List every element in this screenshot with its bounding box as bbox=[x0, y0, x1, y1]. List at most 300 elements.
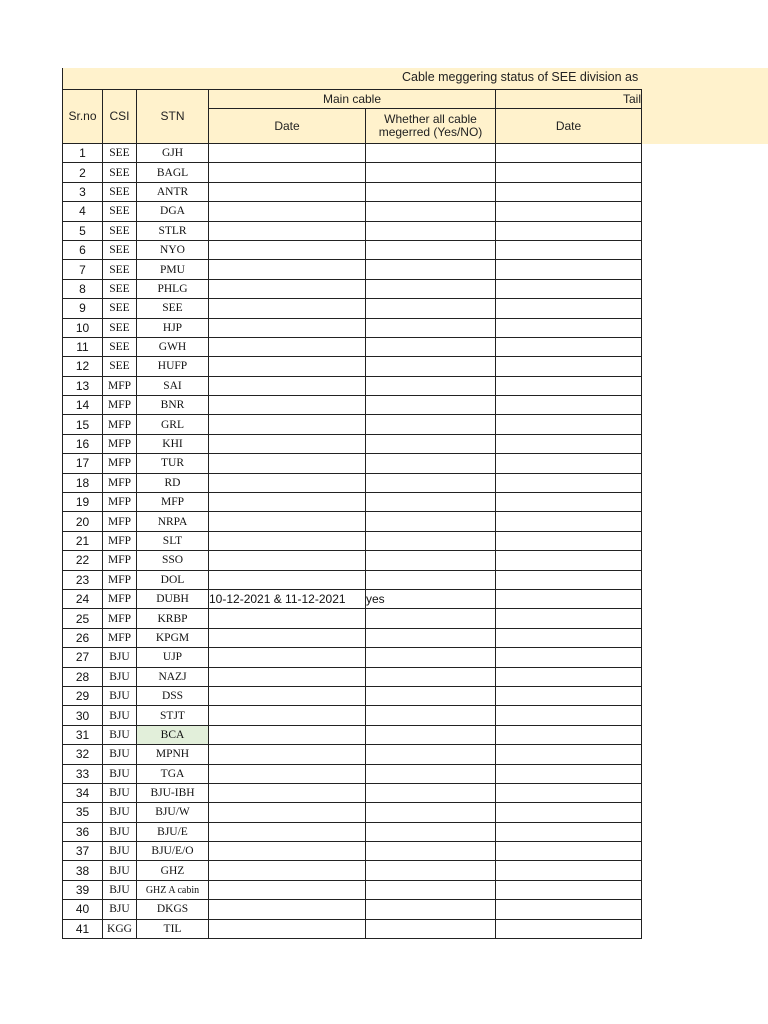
table-row bbox=[63, 764, 642, 783]
cell-main-date[interactable] bbox=[209, 822, 366, 841]
cell-megerred[interactable] bbox=[366, 144, 496, 163]
cell-csi[interactable]: BJU bbox=[103, 745, 137, 764]
table-row bbox=[63, 493, 642, 512]
cell-sr-no[interactable]: 11 bbox=[63, 337, 103, 356]
cell-tail-date[interactable] bbox=[496, 589, 642, 608]
cell-tail-date[interactable] bbox=[496, 202, 642, 221]
cell-megerred[interactable] bbox=[366, 512, 496, 531]
cell-csi[interactable]: SEE bbox=[103, 337, 137, 356]
cell-megerred[interactable] bbox=[366, 900, 496, 919]
cell-main-date[interactable] bbox=[209, 803, 366, 822]
table-body bbox=[63, 144, 642, 939]
cell-sr-no[interactable]: 1 bbox=[63, 144, 103, 163]
table-row bbox=[63, 202, 642, 221]
cell-tail-date[interactable] bbox=[496, 473, 642, 492]
cell-megerred[interactable] bbox=[366, 686, 496, 705]
cell-csi[interactable]: MFP bbox=[103, 512, 137, 531]
cell-tail-date[interactable] bbox=[496, 415, 642, 434]
cell-sr-no[interactable]: 12 bbox=[63, 357, 103, 376]
header-csi[interactable]: CSI bbox=[103, 90, 137, 144]
cell-sr-no[interactable]: 10 bbox=[63, 318, 103, 337]
cell-tail-date[interactable] bbox=[496, 609, 642, 628]
cell-stn[interactable]: HUFP bbox=[137, 357, 209, 376]
cell-sr-no[interactable]: 29 bbox=[63, 686, 103, 705]
cell-main-date[interactable] bbox=[209, 357, 366, 376]
cell-tail-date[interactable] bbox=[496, 880, 642, 899]
cell-main-date[interactable] bbox=[209, 512, 366, 531]
cell-sr-no[interactable]: 26 bbox=[63, 628, 103, 647]
cell-megerred[interactable] bbox=[366, 357, 496, 376]
cell-stn[interactable]: SLT bbox=[137, 531, 209, 550]
cell-sr-no[interactable]: 20 bbox=[63, 512, 103, 531]
cell-stn[interactable]: SAI bbox=[137, 376, 209, 395]
cell-megerred[interactable] bbox=[366, 551, 496, 570]
cell-csi[interactable]: SEE bbox=[103, 260, 137, 279]
cell-megerred[interactable] bbox=[366, 260, 496, 279]
cell-csi[interactable]: BJU bbox=[103, 706, 137, 725]
cell-sr-no[interactable]: 36 bbox=[63, 822, 103, 841]
cell-megerred[interactable] bbox=[366, 473, 496, 492]
cell-main-date[interactable] bbox=[209, 880, 366, 899]
cell-sr-no[interactable]: 31 bbox=[63, 725, 103, 744]
table-row bbox=[63, 357, 642, 376]
table-row bbox=[63, 240, 642, 259]
cell-main-date[interactable] bbox=[209, 628, 366, 647]
table-row bbox=[63, 686, 642, 705]
cell-stn[interactable]: DGA bbox=[137, 202, 209, 221]
cell-megerred[interactable] bbox=[366, 803, 496, 822]
table-row bbox=[63, 783, 642, 802]
cell-sr-no[interactable]: 17 bbox=[63, 454, 103, 473]
cell-megerred[interactable] bbox=[366, 764, 496, 783]
cell-sr-no[interactable]: 18 bbox=[63, 473, 103, 492]
cell-stn[interactable]: KHI bbox=[137, 434, 209, 453]
cell-tail-date[interactable] bbox=[496, 260, 642, 279]
cell-stn[interactable]: UJP bbox=[137, 648, 209, 667]
cell-csi[interactable]: BJU bbox=[103, 822, 137, 841]
header-megerred[interactable]: Whether all cable megerred (Yes/NO) bbox=[366, 109, 496, 144]
cell-megerred[interactable] bbox=[366, 842, 496, 861]
cell-tail-date[interactable] bbox=[496, 628, 642, 647]
cell-sr-no[interactable]: 3 bbox=[63, 182, 103, 201]
cell-csi[interactable]: SEE bbox=[103, 299, 137, 318]
cell-stn[interactable]: DUBH bbox=[137, 589, 209, 608]
cell-csi[interactable]: SEE bbox=[103, 144, 137, 163]
cell-main-date[interactable] bbox=[209, 725, 366, 744]
table-row bbox=[63, 512, 642, 531]
cell-tail-date[interactable] bbox=[496, 783, 642, 802]
cell-sr-no[interactable]: 13 bbox=[63, 376, 103, 395]
cell-csi[interactable]: BJU bbox=[103, 648, 137, 667]
table-row bbox=[63, 628, 642, 647]
table-row bbox=[63, 706, 642, 725]
cell-tail-date[interactable] bbox=[496, 842, 642, 861]
cell-main-date[interactable] bbox=[209, 783, 366, 802]
cell-csi[interactable]: SEE bbox=[103, 182, 137, 201]
cell-stn[interactable]: BNR bbox=[137, 396, 209, 415]
table-row bbox=[63, 318, 642, 337]
cell-main-date[interactable] bbox=[209, 745, 366, 764]
cell-megerred[interactable] bbox=[366, 376, 496, 395]
cell-csi[interactable]: MFP bbox=[103, 589, 137, 608]
cell-sr-no[interactable]: 9 bbox=[63, 299, 103, 318]
cell-stn[interactable]: TIL bbox=[137, 919, 209, 938]
cell-main-date[interactable] bbox=[209, 473, 366, 492]
cell-sr-no[interactable]: 8 bbox=[63, 279, 103, 298]
cell-megerred[interactable] bbox=[366, 299, 496, 318]
table-row bbox=[63, 803, 642, 822]
cell-megerred[interactable] bbox=[366, 318, 496, 337]
cell-tail-date[interactable] bbox=[496, 706, 642, 725]
cell-megerred[interactable] bbox=[366, 221, 496, 240]
cell-main-date[interactable] bbox=[209, 279, 366, 298]
cell-sr-no[interactable]: 14 bbox=[63, 396, 103, 415]
table-row bbox=[63, 667, 642, 686]
cell-megerred[interactable] bbox=[366, 493, 496, 512]
cell-stn[interactable]: MFP bbox=[137, 493, 209, 512]
cell-megerred[interactable] bbox=[366, 434, 496, 453]
cell-csi[interactable]: BJU bbox=[103, 725, 137, 744]
cell-csi[interactable]: BJU bbox=[103, 880, 137, 899]
cell-tail-date[interactable] bbox=[496, 493, 642, 512]
cell-tail-date[interactable] bbox=[496, 318, 642, 337]
cell-megerred[interactable] bbox=[366, 706, 496, 725]
cell-stn[interactable]: DOL bbox=[137, 570, 209, 589]
cell-sr-no[interactable]: 15 bbox=[63, 415, 103, 434]
cell-main-date[interactable] bbox=[209, 260, 366, 279]
cell-csi[interactable]: BJU bbox=[103, 783, 137, 802]
cell-main-date[interactable] bbox=[209, 648, 366, 667]
cell-megerred[interactable] bbox=[366, 919, 496, 938]
cell-sr-no[interactable]: 22 bbox=[63, 551, 103, 570]
cell-main-date[interactable] bbox=[209, 531, 366, 550]
cell-megerred[interactable] bbox=[366, 182, 496, 201]
cell-main-date[interactable] bbox=[209, 182, 366, 201]
cell-megerred[interactable] bbox=[366, 609, 496, 628]
cell-csi[interactable]: SEE bbox=[103, 221, 137, 240]
header-stn[interactable]: STN bbox=[137, 90, 209, 144]
table-row bbox=[63, 454, 642, 473]
cell-sr-no[interactable]: 38 bbox=[63, 861, 103, 880]
cell-sr-no[interactable]: 27 bbox=[63, 648, 103, 667]
cell-tail-date[interactable] bbox=[496, 337, 642, 356]
cell-sr-no[interactable]: 41 bbox=[63, 919, 103, 938]
cell-megerred[interactable] bbox=[366, 337, 496, 356]
cell-main-date[interactable] bbox=[209, 900, 366, 919]
cell-main-date[interactable] bbox=[209, 686, 366, 705]
cell-stn[interactable]: STLR bbox=[137, 221, 209, 240]
cell-stn[interactable]: BJU/W bbox=[137, 803, 209, 822]
cell-megerred[interactable] bbox=[366, 415, 496, 434]
cell-main-date[interactable] bbox=[209, 396, 366, 415]
cell-megerred[interactable] bbox=[366, 279, 496, 298]
cell-stn[interactable]: TUR bbox=[137, 454, 209, 473]
cell-sr-no[interactable]: 6 bbox=[63, 240, 103, 259]
cell-csi[interactable]: BJU bbox=[103, 803, 137, 822]
cell-megerred[interactable] bbox=[366, 531, 496, 550]
cell-main-date[interactable] bbox=[209, 337, 366, 356]
cell-sr-no[interactable]: 2 bbox=[63, 163, 103, 182]
cell-stn[interactable]: DSS bbox=[137, 686, 209, 705]
table-row bbox=[63, 725, 642, 744]
cell-stn[interactable]: KPGM bbox=[137, 628, 209, 647]
cell-stn[interactable]: ANTR bbox=[137, 182, 209, 201]
cell-stn[interactable]: MPNH bbox=[137, 745, 209, 764]
cell-megerred[interactable] bbox=[366, 570, 496, 589]
cell-sr-no[interactable]: 16 bbox=[63, 434, 103, 453]
table-row bbox=[63, 337, 642, 356]
cell-main-date[interactable] bbox=[209, 842, 366, 861]
cell-megerred[interactable] bbox=[366, 396, 496, 415]
table-row bbox=[63, 415, 642, 434]
cell-megerred[interactable] bbox=[366, 725, 496, 744]
table-row bbox=[63, 880, 642, 899]
cell-stn[interactable]: GRL bbox=[137, 415, 209, 434]
cell-csi[interactable]: MFP bbox=[103, 415, 137, 434]
cell-main-date[interactable] bbox=[209, 919, 366, 938]
cell-main-date[interactable] bbox=[209, 667, 366, 686]
cell-csi[interactable]: MFP bbox=[103, 473, 137, 492]
meggering-table bbox=[62, 89, 642, 939]
table-row bbox=[63, 822, 642, 841]
table-row bbox=[63, 609, 642, 628]
cell-main-date[interactable] bbox=[209, 299, 366, 318]
cell-tail-date[interactable] bbox=[496, 376, 642, 395]
cell-tail-date[interactable] bbox=[496, 531, 642, 550]
cell-main-date[interactable] bbox=[209, 202, 366, 221]
cell-csi[interactable]: SEE bbox=[103, 163, 137, 182]
table-row bbox=[63, 376, 642, 395]
cell-stn[interactable]: SSO bbox=[137, 551, 209, 570]
cell-tail-date[interactable] bbox=[496, 551, 642, 570]
cell-megerred[interactable] bbox=[366, 648, 496, 667]
cell-sr-no[interactable]: 37 bbox=[63, 842, 103, 861]
header-sr-no[interactable]: Sr.no bbox=[63, 90, 103, 144]
header-tail[interactable]: Tail bbox=[496, 90, 642, 109]
table-row bbox=[63, 745, 642, 764]
cell-main-date[interactable] bbox=[209, 609, 366, 628]
sheet-title: Cable meggering status of SEE division as bbox=[402, 70, 639, 84]
cell-megerred[interactable] bbox=[366, 880, 496, 899]
cell-tail-date[interactable] bbox=[496, 648, 642, 667]
cell-stn[interactable]: NAZJ bbox=[137, 667, 209, 686]
cell-stn[interactable]: BJU-IBH bbox=[137, 783, 209, 802]
header-tail-date[interactable]: Date bbox=[496, 109, 642, 144]
cell-csi[interactable]: MFP bbox=[103, 396, 137, 415]
cell-csi[interactable]: SEE bbox=[103, 357, 137, 376]
cell-tail-date[interactable] bbox=[496, 822, 642, 841]
cell-tail-date[interactable] bbox=[496, 686, 642, 705]
cell-tail-date[interactable] bbox=[496, 803, 642, 822]
cell-csi[interactable]: KGG bbox=[103, 919, 137, 938]
header-fill bbox=[640, 89, 768, 144]
cell-tail-date[interactable] bbox=[496, 667, 642, 686]
table-row bbox=[63, 279, 642, 298]
table-row bbox=[63, 861, 642, 880]
cell-megerred[interactable] bbox=[366, 163, 496, 182]
cell-stn[interactable]: STJT bbox=[137, 706, 209, 725]
table-row bbox=[63, 551, 642, 570]
cell-sr-no[interactable]: 7 bbox=[63, 260, 103, 279]
cell-csi[interactable]: MFP bbox=[103, 493, 137, 512]
cell-main-date[interactable] bbox=[209, 415, 366, 434]
table-row bbox=[63, 842, 642, 861]
cell-main-date[interactable] bbox=[209, 318, 366, 337]
cell-stn[interactable]: BAGL bbox=[137, 163, 209, 182]
cell-csi[interactable]: BJU bbox=[103, 764, 137, 783]
cell-sr-no[interactable]: 35 bbox=[63, 803, 103, 822]
cell-megerred[interactable] bbox=[366, 745, 496, 764]
cell-sr-no[interactable]: 24 bbox=[63, 589, 103, 608]
cell-csi[interactable]: MFP bbox=[103, 628, 137, 647]
cell-stn[interactable]: GHZ bbox=[137, 861, 209, 880]
cell-stn[interactable]: PHLG bbox=[137, 279, 209, 298]
table-row bbox=[63, 900, 642, 919]
cell-stn[interactable]: NRPA bbox=[137, 512, 209, 531]
cell-stn[interactable]: NYO bbox=[137, 240, 209, 259]
cell-main-date[interactable] bbox=[209, 764, 366, 783]
cell-sr-no[interactable]: 34 bbox=[63, 783, 103, 802]
cell-stn[interactable]: SEE bbox=[137, 299, 209, 318]
cell-sr-no[interactable]: 21 bbox=[63, 531, 103, 550]
cell-megerred[interactable] bbox=[366, 628, 496, 647]
cell-tail-date[interactable] bbox=[496, 454, 642, 473]
cell-csi[interactable]: MFP bbox=[103, 454, 137, 473]
cell-megerred[interactable] bbox=[366, 202, 496, 221]
cell-tail-date[interactable] bbox=[496, 240, 642, 259]
cell-main-date[interactable]: 10-12-2021 & 11-12-2021 bbox=[209, 589, 366, 608]
cell-sr-no[interactable]: 28 bbox=[63, 667, 103, 686]
cell-tail-date[interactable] bbox=[496, 764, 642, 783]
cell-tail-date[interactable] bbox=[496, 299, 642, 318]
table-row bbox=[63, 531, 642, 550]
cell-sr-no[interactable]: 23 bbox=[63, 570, 103, 589]
cell-megerred[interactable] bbox=[366, 861, 496, 880]
table-row bbox=[63, 473, 642, 492]
cell-stn[interactable]: BCA bbox=[137, 725, 209, 744]
cell-megerred[interactable] bbox=[366, 822, 496, 841]
cell-sr-no[interactable]: 33 bbox=[63, 764, 103, 783]
cell-main-date[interactable] bbox=[209, 570, 366, 589]
cell-stn[interactable]: KRBP bbox=[137, 609, 209, 628]
cell-tail-date[interactable] bbox=[496, 570, 642, 589]
cell-csi[interactable]: MFP bbox=[103, 376, 137, 395]
cell-csi[interactable]: BJU bbox=[103, 842, 137, 861]
cell-csi[interactable]: BJU bbox=[103, 686, 137, 705]
cell-sr-no[interactable]: 4 bbox=[63, 202, 103, 221]
cell-main-date[interactable] bbox=[209, 221, 366, 240]
cell-tail-date[interactable] bbox=[496, 182, 642, 201]
cell-csi[interactable]: MFP bbox=[103, 609, 137, 628]
cell-megerred[interactable] bbox=[366, 240, 496, 259]
cell-tail-date[interactable] bbox=[496, 861, 642, 880]
cell-megerred[interactable] bbox=[366, 454, 496, 473]
cell-main-date[interactable] bbox=[209, 163, 366, 182]
cell-csi[interactable]: MFP bbox=[103, 570, 137, 589]
cell-sr-no[interactable]: 40 bbox=[63, 900, 103, 919]
cell-megerred[interactable] bbox=[366, 783, 496, 802]
cell-main-date[interactable] bbox=[209, 493, 366, 512]
cell-main-date[interactable] bbox=[209, 706, 366, 725]
cell-stn[interactable]: GHZ A cabin bbox=[137, 880, 209, 899]
cell-sr-no[interactable]: 30 bbox=[63, 706, 103, 725]
cell-stn[interactable]: GJH bbox=[137, 144, 209, 163]
cell-megerred[interactable]: yes bbox=[366, 589, 496, 608]
cell-sr-no[interactable]: 25 bbox=[63, 609, 103, 628]
cell-tail-date[interactable] bbox=[496, 396, 642, 415]
cell-stn[interactable]: BJU/E bbox=[137, 822, 209, 841]
cell-sr-no[interactable]: 39 bbox=[63, 880, 103, 899]
cell-tail-date[interactable] bbox=[496, 163, 642, 182]
cell-main-date[interactable] bbox=[209, 861, 366, 880]
cell-tail-date[interactable] bbox=[496, 221, 642, 240]
cell-tail-date[interactable] bbox=[496, 919, 642, 938]
cell-csi[interactable]: BJU bbox=[103, 861, 137, 880]
cell-main-date[interactable] bbox=[209, 551, 366, 570]
table-row bbox=[63, 434, 642, 453]
table-row bbox=[63, 260, 642, 279]
cell-csi[interactable]: SEE bbox=[103, 318, 137, 337]
table-row bbox=[63, 182, 642, 201]
cell-csi[interactable]: MFP bbox=[103, 551, 137, 570]
table-row bbox=[63, 648, 642, 667]
cell-csi[interactable]: SEE bbox=[103, 202, 137, 221]
cell-csi[interactable]: MFP bbox=[103, 531, 137, 550]
table-row bbox=[63, 144, 642, 163]
cell-sr-no[interactable]: 5 bbox=[63, 221, 103, 240]
cell-tail-date[interactable] bbox=[496, 434, 642, 453]
table-row bbox=[63, 299, 642, 318]
cell-csi[interactable]: BJU bbox=[103, 667, 137, 686]
header-main-cable[interactable]: Main cable bbox=[209, 90, 496, 109]
title-band bbox=[62, 68, 768, 89]
cell-main-date[interactable] bbox=[209, 240, 366, 259]
table-row bbox=[63, 163, 642, 182]
table-row bbox=[63, 221, 642, 240]
cell-csi[interactable]: SEE bbox=[103, 240, 137, 259]
cell-main-date[interactable] bbox=[209, 376, 366, 395]
cell-stn[interactable]: HJP bbox=[137, 318, 209, 337]
cell-tail-date[interactable] bbox=[496, 357, 642, 376]
cell-tail-date[interactable] bbox=[496, 512, 642, 531]
cell-tail-date[interactable] bbox=[496, 144, 642, 163]
cell-tail-date[interactable] bbox=[496, 900, 642, 919]
table-row bbox=[63, 589, 642, 608]
table-row bbox=[63, 570, 642, 589]
cell-csi[interactable]: SEE bbox=[103, 279, 137, 298]
cell-stn[interactable]: DKGS bbox=[137, 900, 209, 919]
cell-csi[interactable]: MFP bbox=[103, 434, 137, 453]
cell-tail-date[interactable] bbox=[496, 745, 642, 764]
cell-main-date[interactable] bbox=[209, 434, 366, 453]
cell-tail-date[interactable] bbox=[496, 725, 642, 744]
cell-sr-no[interactable]: 32 bbox=[63, 745, 103, 764]
table-row bbox=[63, 396, 642, 415]
cell-sr-no[interactable]: 19 bbox=[63, 493, 103, 512]
cell-stn[interactable]: GWH bbox=[137, 337, 209, 356]
cell-csi[interactable]: BJU bbox=[103, 900, 137, 919]
cell-stn[interactable]: RD bbox=[137, 473, 209, 492]
cell-stn[interactable]: BJU/E/O bbox=[137, 842, 209, 861]
cell-tail-date[interactable] bbox=[496, 279, 642, 298]
cell-stn[interactable]: PMU bbox=[137, 260, 209, 279]
cell-megerred[interactable] bbox=[366, 667, 496, 686]
cell-main-date[interactable] bbox=[209, 144, 366, 163]
cell-stn[interactable]: TGA bbox=[137, 764, 209, 783]
table-row bbox=[63, 919, 642, 938]
cell-main-date[interactable] bbox=[209, 454, 366, 473]
header-main-date[interactable]: Date bbox=[209, 109, 366, 144]
